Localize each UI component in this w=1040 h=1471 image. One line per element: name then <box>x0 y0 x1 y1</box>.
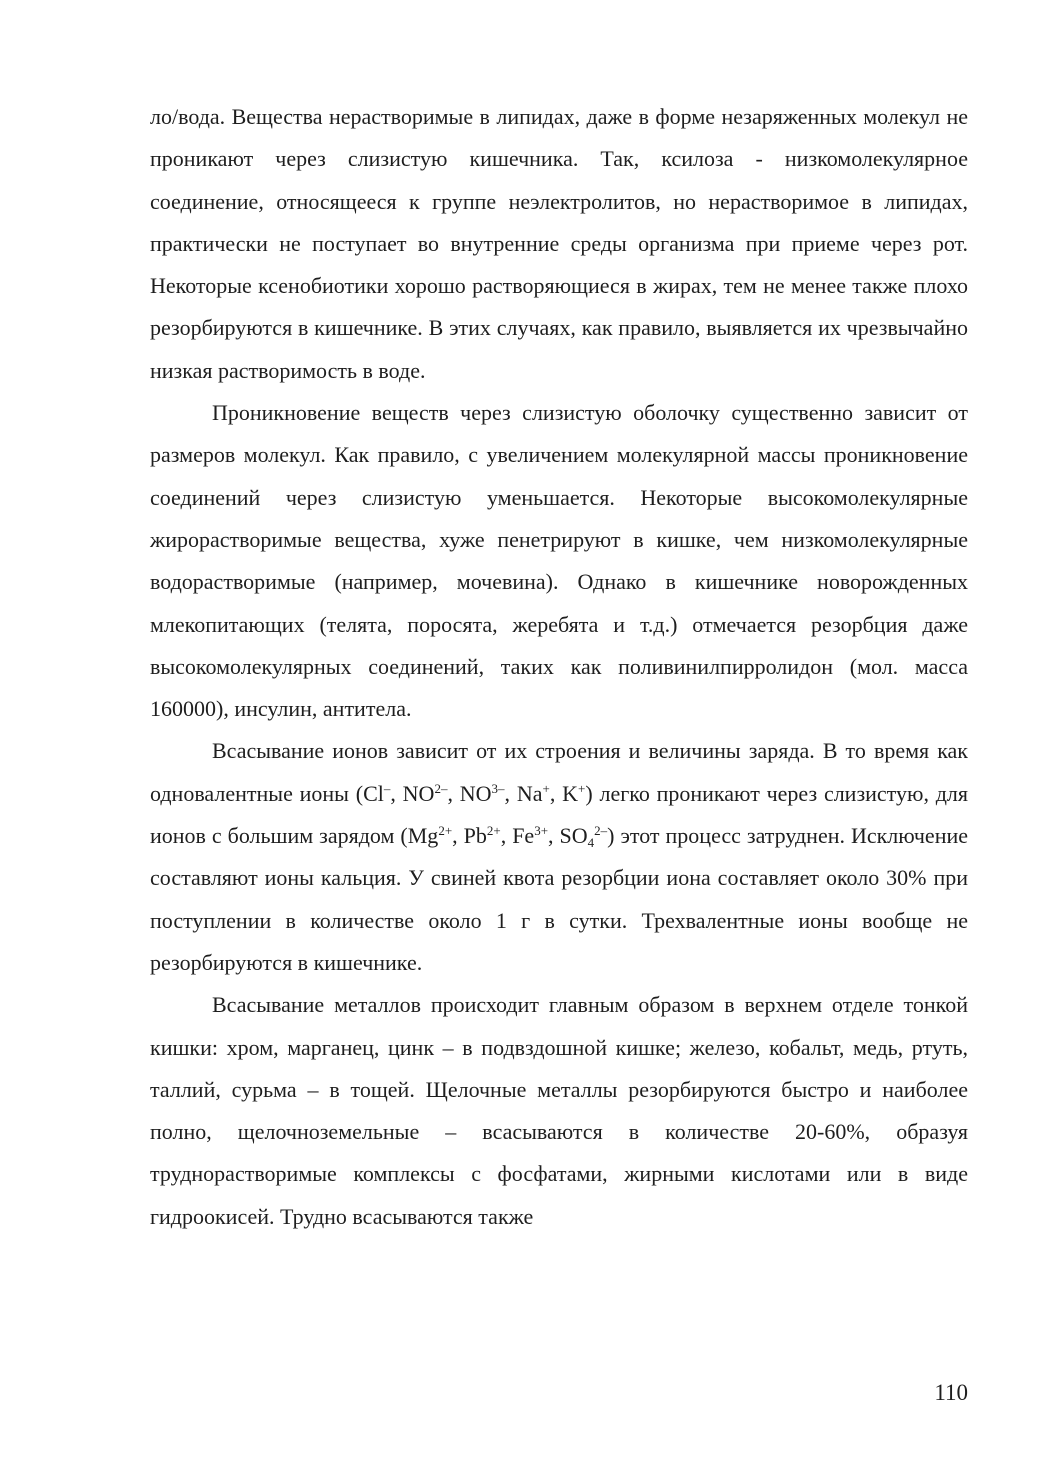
paragraph-3-text-6: ) легко проникают через слизистую, для ионов с большим зарядом (Mg <box>150 780 969 849</box>
paragraph-3-text-2: , NO <box>390 780 435 806</box>
paragraph-3-text-10: ) этот процесс затруднен. Исключение составляют ионы кальция. У свиней квота резорбции иона составляет около 30% при поступлении в количестве около 1 г в сутки. Трехвалентные ионы вообще не резорбируются в кишечнике. <box>150 823 969 975</box>
paragraph-3-text-7: , Pb <box>452 823 487 849</box>
paragraph-4: Всасывание металлов происходит главным образом в верхнем отделе тонкой кишки: хром, марганец, цинк – в подвздошной кишке; железо, кобальт, медь, ртуть, таллий, сурьма – в тощей. Щелочные металлы резорбируются быстро и наиболее полно, щелочноземельные – всасываются в количестве 20-60%, образуя труднорастворимые комплексы с фосфатами, жирными кислотами или в виде гидроокисей. Трудно всасываются также <box>150 992 968 1229</box>
paragraph-3-text-8: , Fe <box>500 823 535 849</box>
sulfate-subscript: 4 <box>587 835 595 851</box>
paragraph-1: ло/вода. Вещества нерастворимые в липидах, даже в форме незаряженных молекул не проникают через слизистую кишечника. Так, ксилоза - низкомолекулярное соединение, относящееся к группе неэлектролитов, но нерастворимое в липидах, практически не поступает во внутренние среды организма при приеме через рот. Некоторые ксенобиотики хорошо растворяющиеся в жирах, тем не менее также плохо резорбируются в кишечнике. В этих случаях, как правило, выявляется их чрезвычайно низкая растворимость в воде. <box>150 104 968 383</box>
potassium-charge: + <box>578 780 586 796</box>
sulfate-charge: 2– <box>594 823 608 839</box>
nitrite-charge: 2– <box>434 780 448 796</box>
iron-charge: 3+ <box>534 823 549 839</box>
paragraph-3-text-9: , SO <box>548 823 588 849</box>
paragraph-3 <box>150 730 968 984</box>
paragraph-3-text-1: Всасывание ионов зависит от их строения и величины заряда. В то время как одновалентные ионы (Cl <box>150 738 968 806</box>
nitrate-charge: 3– <box>491 780 505 796</box>
sodium-charge: + <box>542 780 550 796</box>
chloride-charge: – <box>383 780 391 796</box>
paragraph-3-text-3: , NO <box>447 780 492 806</box>
page-number: 110 <box>934 1380 968 1405</box>
lead-charge: 2+ <box>486 823 501 839</box>
paragraph-2: Проникновение веществ через слизистую оболочку существенно зависит от размеров молекул. Как правило, с увеличением молекулярной массы проникновение соединений через слизистую уменьшается. Некоторые высокомолекулярные жирорастворимые вещества, хуже пенетрируют в кишке, чем низкомолекулярные водорастворимые (например, мочевина). Однако в кишечнике новорожденных млекопитающих (телята, поросята, жеребята и т.д.) отмечается резорбция даже высокомолекулярных соединений, таких как поливинилпирролидон (мол. масса 160000), инсулин, антитела. <box>150 400 968 722</box>
paragraph-3-text-4: , Na <box>504 780 543 806</box>
page-body-text <box>150 96 968 1238</box>
paragraph-3-text-5: , K <box>549 780 579 806</box>
magnesium-charge: 2+ <box>438 823 453 839</box>
